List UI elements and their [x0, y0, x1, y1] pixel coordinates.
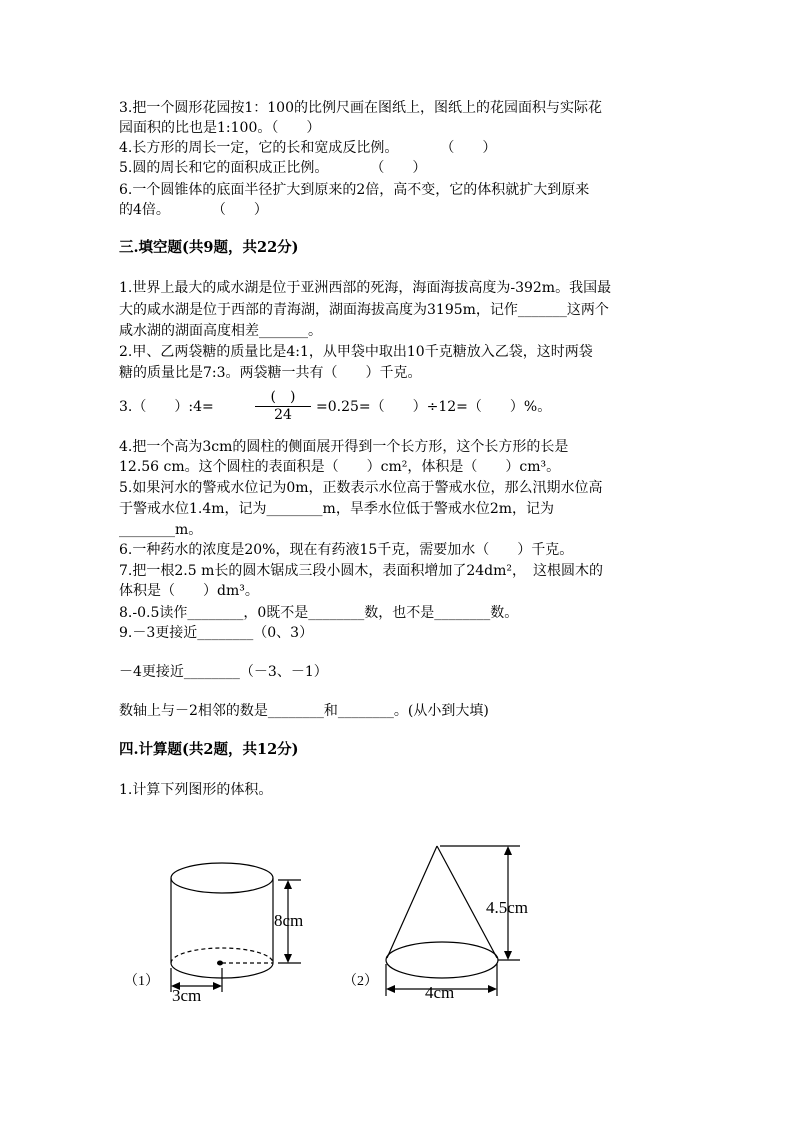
fill-q3-right: =0.25=（ ）÷12=（ ）%。 [316, 399, 552, 415]
fill-q9-line2: －4更接近________（－3、－1） [119, 664, 328, 680]
cone-left-slant [387, 846, 437, 958]
fill-q9-line1: 9.－3更接近________（0、3） [119, 625, 314, 641]
judge-q6-line1: 6.一个圆锥体的底面半径扩大到原来的2倍，高不变，它的体积就扩大到原来 [119, 182, 590, 198]
fill-q7-line1: 7.把一根2.5 m长的圆木锯成三段小圆木，表面积增加了24dm²， 这根圆木的 [119, 563, 604, 579]
cone-base-ellipse [386, 942, 498, 978]
fill-heading: 三.填空题(共9题，共22分) [119, 239, 299, 256]
judge-q3-line2: 园面积的比也是1:100。（ ） [119, 120, 321, 136]
cone-diameter-label: 4cm [425, 983, 455, 1002]
fill-q7-line2: 体积是（ ）dm³。 [119, 583, 259, 599]
fill-q4-line1: 4.把一个高为3cm的圆柱的侧面展开得到一个长方形，这个长方形的长是 [119, 439, 569, 455]
height-arrow-up [284, 880, 292, 889]
cylinder-top-ellipse [171, 863, 273, 893]
height-arrow-down [284, 954, 292, 963]
calc-heading: 四.计算题(共2题，共12分) [119, 741, 299, 758]
cone-height-label: 4.5cm [486, 898, 529, 917]
cylinder-center-dot [217, 961, 223, 966]
cone-diam-arrow-right [488, 985, 497, 993]
fill-q1-line3: 咸水湖的湖面高度相差_______。 [119, 323, 322, 339]
fill-q8: 8.-0.5读作________，0既不是________数，也不是________数。 [119, 605, 519, 621]
fill-q3-fraction [255, 389, 311, 423]
judge-q5: 5.圆的周长和它的面积成正比例。 （ ） [119, 160, 427, 176]
fill-q2-line1: 2.甲、乙两袋糖的质量比是4:1，从甲袋中取出10千克糖放入乙袋，这时两袋 [119, 344, 593, 360]
fill-q1-line2: 大的咸水湖是位于西部的青海湖，湖面海拔高度为3195m，记作_______这两个 [119, 302, 609, 318]
cylinder-label: （1） [124, 974, 159, 989]
fill-q5-line2: 于警戒水位1.4m，记为________m，旱季水位低于警戒水位2m，记为 [119, 501, 554, 517]
fill-q1-line1: 1.世界上最大的咸水湖是位于亚洲西部的死海，海面海拔高度为-392m。我国最 [119, 280, 612, 296]
fill-q3-numerator: ( ) [270, 389, 296, 405]
fill-q3-denominator: 24 [274, 407, 292, 423]
judge-q4: 4.长方形的周长一定，它的长和宽成反比例。 （ ） [119, 140, 497, 156]
cylinder-height-label: 8cm [274, 911, 304, 930]
fill-q6: 6.一种药水的浓度是20%，现在有药液15千克，需要加水（ ）千克。 [119, 542, 574, 558]
calc-q1: 1.计算下列图形的体积。 [119, 782, 273, 798]
fill-q5-line3: ________m。 [119, 522, 203, 538]
fill-q3-left: 3.（ ）:4= [119, 399, 214, 415]
cylinder-radius-label: 3cm [172, 986, 202, 1005]
cone-figure [380, 838, 540, 1008]
radius-arrow-right [213, 982, 222, 990]
fill-q2-line2: 糖的质量比是7:3。两袋糖一共有（ ）千克。 [119, 365, 422, 381]
judge-q6-line2: 的4倍。 （ ） [119, 202, 268, 218]
fill-q5-line1: 5.如果河水的警戒水位记为0m，正数表示水位高于警戒水位，那么汛期水位高 [119, 480, 603, 496]
fill-q4-line2: 12.56 cm。这个圆柱的表面积是（ ）cm²，体积是（ ）cm³。 [119, 459, 561, 475]
cone-height-arrow-up [504, 846, 512, 855]
judge-q3-line1: 3.把一个圆形花园按1：100的比例尺画在图纸上，图纸上的花园面积与实际花 [119, 100, 602, 116]
cone-height-arrow-down [504, 951, 512, 960]
cylinder-bottom-back [171, 948, 273, 963]
fill-q9-line3: 数轴上与－2相邻的数是________和________。(从小到大填) [119, 703, 489, 719]
cone-label: （2） [343, 974, 378, 989]
cone-diam-arrow-left [386, 985, 395, 993]
